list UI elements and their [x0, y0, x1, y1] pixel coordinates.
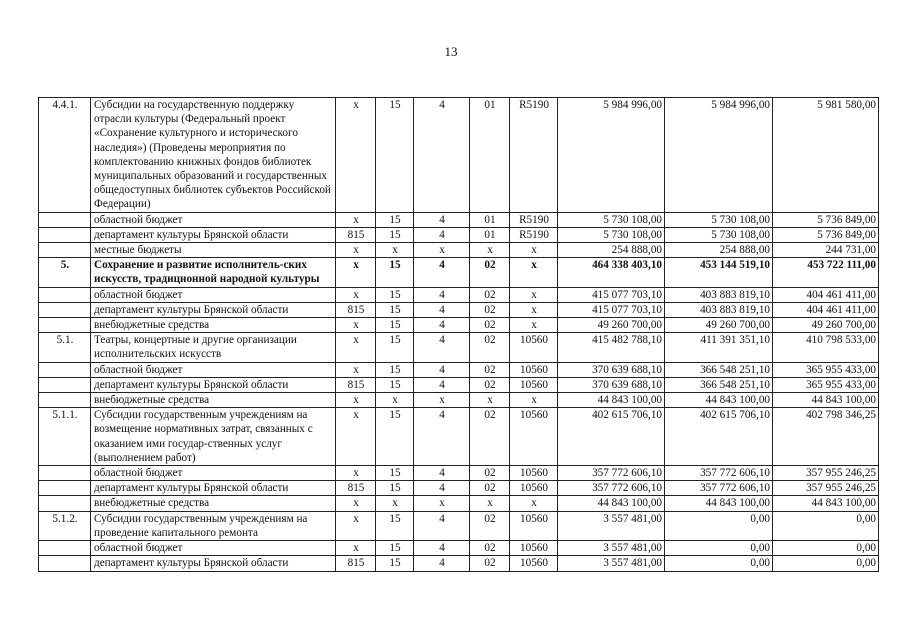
amount-year2-cell: 366 548 251,10 [665, 362, 773, 377]
event-code-cell: 02 [470, 287, 510, 302]
amount-year2-cell: 453 144 519,10 [665, 258, 773, 287]
event-code-cell: х [470, 393, 510, 408]
row-name-cell: департамент культуры Брянской области [91, 227, 336, 242]
row-number-cell [39, 243, 91, 258]
direction-code-cell: х [510, 302, 558, 317]
row-name-cell: местные бюджеты [91, 243, 336, 258]
subprogram-code-cell: х [414, 243, 470, 258]
amount-year2-cell: 366 548 251,10 [665, 377, 773, 392]
amount-year2-cell: 403 883 819,10 [665, 287, 773, 302]
page-number: 13 [444, 44, 458, 59]
amount-year1-cell: 357 772 606,10 [558, 481, 665, 496]
row-name-cell: департамент культуры Брянской области [91, 302, 336, 317]
row-name-cell: областной бюджет [91, 541, 336, 556]
program-code-cell: 15 [376, 227, 414, 242]
amount-year1-cell: 402 615 706,10 [558, 408, 665, 466]
row-number-cell [39, 393, 91, 408]
amount-year2-cell: 403 883 819,10 [665, 302, 773, 317]
row-name-cell: департамент культуры Брянской области [91, 556, 336, 571]
event-code-cell: 02 [470, 481, 510, 496]
subprogram-code-cell: 4 [414, 377, 470, 392]
row-number-cell [39, 227, 91, 242]
event-code-cell: 02 [470, 466, 510, 481]
amount-year2-cell: 0,00 [665, 541, 773, 556]
row-number-cell [39, 556, 91, 571]
grbs-code-cell: х [336, 287, 376, 302]
event-code-cell: 02 [470, 362, 510, 377]
amount-year2-cell: 5 730 108,00 [665, 212, 773, 227]
grbs-code-cell: х [336, 466, 376, 481]
amount-year1-cell: 44 843 100,00 [558, 496, 665, 511]
table-row [39, 227, 879, 242]
event-code-cell: 01 [470, 212, 510, 227]
direction-code-cell: х [510, 496, 558, 511]
event-code-cell: 01 [470, 98, 510, 213]
amount-year3-cell: 404 461 411,00 [773, 287, 879, 302]
table-row [39, 318, 879, 333]
amount-year3-cell: 5 736 849,00 [773, 227, 879, 242]
table-body [39, 98, 879, 572]
program-code-cell: 15 [376, 212, 414, 227]
amount-year2-cell: 5 730 108,00 [665, 227, 773, 242]
amount-year1-cell: 3 557 481,00 [558, 541, 665, 556]
amount-year2-cell: 0,00 [665, 511, 773, 540]
row-name-cell: внебюджетные средства [91, 393, 336, 408]
amount-year3-cell: 0,00 [773, 511, 879, 540]
amount-year1-cell: 49 260 700,00 [558, 318, 665, 333]
amount-year1-cell: 415 077 703,10 [558, 287, 665, 302]
amount-year3-cell: 365 955 433,00 [773, 377, 879, 392]
subprogram-code-cell: 4 [414, 98, 470, 213]
grbs-code-cell: х [336, 258, 376, 287]
direction-code-cell: х [510, 287, 558, 302]
amount-year1-cell: 370 639 688,10 [558, 377, 665, 392]
program-code-cell: 15 [376, 511, 414, 540]
program-code-cell: 15 [376, 258, 414, 287]
event-code-cell: 02 [470, 408, 510, 466]
amount-year2-cell: 5 984 996,00 [665, 98, 773, 213]
grbs-code-cell: х [336, 318, 376, 333]
table-row [39, 98, 879, 213]
row-number-cell [39, 481, 91, 496]
table-row [39, 243, 879, 258]
grbs-code-cell: х [336, 212, 376, 227]
amount-year3-cell: 5 736 849,00 [773, 212, 879, 227]
amount-year3-cell: 5 981 580,00 [773, 98, 879, 213]
event-code-cell: 02 [470, 377, 510, 392]
direction-code-cell: 10560 [510, 481, 558, 496]
amount-year1-cell: 370 639 688,10 [558, 362, 665, 377]
direction-code-cell: 10560 [510, 333, 558, 362]
row-name-cell: областной бюджет [91, 466, 336, 481]
program-code-cell: 15 [376, 318, 414, 333]
grbs-code-cell: х [336, 393, 376, 408]
table-row [39, 481, 879, 496]
amount-year2-cell: 44 843 100,00 [665, 393, 773, 408]
table-row [39, 287, 879, 302]
amount-year3-cell: 453 722 111,00 [773, 258, 879, 287]
subprogram-code-cell: 4 [414, 511, 470, 540]
table-row [39, 496, 879, 511]
table-row [39, 377, 879, 392]
grbs-code-cell: х [336, 511, 376, 540]
direction-code-cell: R5190 [510, 98, 558, 213]
amount-year2-cell: 44 843 100,00 [665, 496, 773, 511]
amount-year3-cell: 365 955 433,00 [773, 362, 879, 377]
grbs-code-cell: 815 [336, 377, 376, 392]
program-code-cell: 15 [376, 556, 414, 571]
direction-code-cell: 10560 [510, 408, 558, 466]
direction-code-cell: х [510, 243, 558, 258]
event-code-cell: 02 [470, 318, 510, 333]
row-number-cell: 5. [39, 258, 91, 287]
amount-year3-cell: 0,00 [773, 556, 879, 571]
amount-year3-cell: 404 461 411,00 [773, 302, 879, 317]
row-number-cell [39, 496, 91, 511]
grbs-code-cell: х [336, 541, 376, 556]
budget-table [38, 97, 879, 572]
grbs-code-cell: х [336, 408, 376, 466]
direction-code-cell: х [510, 318, 558, 333]
direction-code-cell: 10560 [510, 541, 558, 556]
event-code-cell: 02 [470, 511, 510, 540]
subprogram-code-cell: 4 [414, 333, 470, 362]
amount-year2-cell: 411 391 351,10 [665, 333, 773, 362]
table-row [39, 556, 879, 571]
subprogram-code-cell: 4 [414, 227, 470, 242]
table-row [39, 408, 879, 466]
amount-year2-cell: 402 615 706,10 [665, 408, 773, 466]
row-name-cell: внебюджетные средства [91, 496, 336, 511]
event-code-cell: 02 [470, 333, 510, 362]
grbs-code-cell: х [336, 496, 376, 511]
table-row [39, 258, 879, 287]
row-name-cell: Субсидии государственным учреждениям на проведение капитального ремонта [91, 511, 336, 540]
direction-code-cell: 10560 [510, 511, 558, 540]
amount-year3-cell: 357 955 246,25 [773, 481, 879, 496]
program-code-cell: 15 [376, 466, 414, 481]
subprogram-code-cell: 4 [414, 466, 470, 481]
amount-year2-cell: 254 888,00 [665, 243, 773, 258]
amount-year3-cell: 402 798 346,25 [773, 408, 879, 466]
event-code-cell: 02 [470, 258, 510, 287]
program-code-cell: х [376, 243, 414, 258]
table-row [39, 393, 879, 408]
program-code-cell: 15 [376, 302, 414, 317]
amount-year1-cell: 464 338 403,10 [558, 258, 665, 287]
row-name-cell: областной бюджет [91, 287, 336, 302]
subprogram-code-cell: 4 [414, 556, 470, 571]
row-name-cell: областной бюджет [91, 212, 336, 227]
subprogram-code-cell: 4 [414, 362, 470, 377]
grbs-code-cell: х [336, 243, 376, 258]
direction-code-cell: 10560 [510, 556, 558, 571]
grbs-code-cell: 815 [336, 227, 376, 242]
amount-year3-cell: 244 731,00 [773, 243, 879, 258]
amount-year1-cell: 254 888,00 [558, 243, 665, 258]
amount-year3-cell: 49 260 700,00 [773, 318, 879, 333]
amount-year1-cell: 415 077 703,10 [558, 302, 665, 317]
subprogram-code-cell: 4 [414, 481, 470, 496]
amount-year3-cell: 0,00 [773, 541, 879, 556]
row-number-cell [39, 466, 91, 481]
table-row [39, 302, 879, 317]
direction-code-cell: R5190 [510, 227, 558, 242]
subprogram-code-cell: х [414, 496, 470, 511]
direction-code-cell: 10560 [510, 377, 558, 392]
row-number-cell [39, 287, 91, 302]
table-row [39, 212, 879, 227]
subprogram-code-cell: 4 [414, 408, 470, 466]
row-number-cell: 4.4.1. [39, 98, 91, 213]
amount-year1-cell: 44 843 100,00 [558, 393, 665, 408]
grbs-code-cell: 815 [336, 556, 376, 571]
program-code-cell: 15 [376, 98, 414, 213]
row-number-cell [39, 212, 91, 227]
row-name-cell: департамент культуры Брянской области [91, 481, 336, 496]
amount-year3-cell: 44 843 100,00 [773, 393, 879, 408]
amount-year1-cell: 357 772 606,10 [558, 466, 665, 481]
row-number-cell: 5.1.2. [39, 511, 91, 540]
grbs-code-cell: 815 [336, 481, 376, 496]
amount-year3-cell: 44 843 100,00 [773, 496, 879, 511]
row-number-cell [39, 318, 91, 333]
table-row [39, 466, 879, 481]
event-code-cell: 02 [470, 556, 510, 571]
amount-year1-cell: 3 557 481,00 [558, 511, 665, 540]
direction-code-cell: 10560 [510, 362, 558, 377]
table-row [39, 541, 879, 556]
row-number-cell [39, 541, 91, 556]
program-code-cell: 15 [376, 287, 414, 302]
grbs-code-cell: 815 [336, 302, 376, 317]
row-number-cell: 5.1.1. [39, 408, 91, 466]
program-code-cell: х [376, 393, 414, 408]
table-row [39, 333, 879, 362]
subprogram-code-cell: 4 [414, 212, 470, 227]
program-code-cell: 15 [376, 377, 414, 392]
direction-code-cell: R5190 [510, 212, 558, 227]
event-code-cell: 01 [470, 227, 510, 242]
program-code-cell: х [376, 496, 414, 511]
row-name-cell: Субсидии на государственную поддержку отрасли культуры (Федеральный проект «Сохранение культурного и исторического наследия») (Проведены мероприятия по комплектованию книжных фондов библиотек муниципальных образований и государственных общедоступных библиотек субъектов Российской Федерации) [91, 98, 336, 213]
amount-year2-cell: 357 772 606,10 [665, 481, 773, 496]
row-name-cell: Театры, концертные и другие организации исполнительских искусств [91, 333, 336, 362]
row-number-cell: 5.1. [39, 333, 91, 362]
row-number-cell [39, 362, 91, 377]
subprogram-code-cell: 4 [414, 302, 470, 317]
amount-year1-cell: 415 482 788,10 [558, 333, 665, 362]
row-name-cell: внебюджетные средства [91, 318, 336, 333]
amount-year3-cell: 357 955 246,25 [773, 466, 879, 481]
grbs-code-cell: х [336, 98, 376, 213]
table-row [39, 362, 879, 377]
direction-code-cell: х [510, 393, 558, 408]
program-code-cell: 15 [376, 481, 414, 496]
amount-year2-cell: 0,00 [665, 556, 773, 571]
amount-year3-cell: 410 798 533,00 [773, 333, 879, 362]
subprogram-code-cell: х [414, 393, 470, 408]
event-code-cell: 02 [470, 541, 510, 556]
amount-year2-cell: 357 772 606,10 [665, 466, 773, 481]
subprogram-code-cell: 4 [414, 541, 470, 556]
program-code-cell: 15 [376, 362, 414, 377]
table-row [39, 511, 879, 540]
amount-year1-cell: 5 730 108,00 [558, 212, 665, 227]
row-name-cell: департамент культуры Брянской области [91, 377, 336, 392]
grbs-code-cell: х [336, 333, 376, 362]
amount-year2-cell: 49 260 700,00 [665, 318, 773, 333]
row-name-cell: Субсидии государственным учреждениям на возмещение нормативных затрат, связанных с оказанием ими государ-ственных услуг (выполнением работ) [91, 408, 336, 466]
row-name-cell: областной бюджет [91, 362, 336, 377]
amount-year1-cell: 5 730 108,00 [558, 227, 665, 242]
grbs-code-cell: х [336, 362, 376, 377]
program-code-cell: 15 [376, 408, 414, 466]
subprogram-code-cell: 4 [414, 287, 470, 302]
subprogram-code-cell: 4 [414, 258, 470, 287]
program-code-cell: 15 [376, 541, 414, 556]
program-code-cell: 15 [376, 333, 414, 362]
event-code-cell: х [470, 496, 510, 511]
direction-code-cell: х [510, 258, 558, 287]
row-number-cell [39, 377, 91, 392]
row-name-cell: Сохранение и развитие исполнитель-ских искусств, традиционной народной культуры [91, 258, 336, 287]
event-code-cell: 02 [470, 302, 510, 317]
direction-code-cell: 10560 [510, 466, 558, 481]
amount-year1-cell: 3 557 481,00 [558, 556, 665, 571]
event-code-cell: х [470, 243, 510, 258]
amount-year1-cell: 5 984 996,00 [558, 98, 665, 213]
subprogram-code-cell: 4 [414, 318, 470, 333]
row-number-cell [39, 302, 91, 317]
